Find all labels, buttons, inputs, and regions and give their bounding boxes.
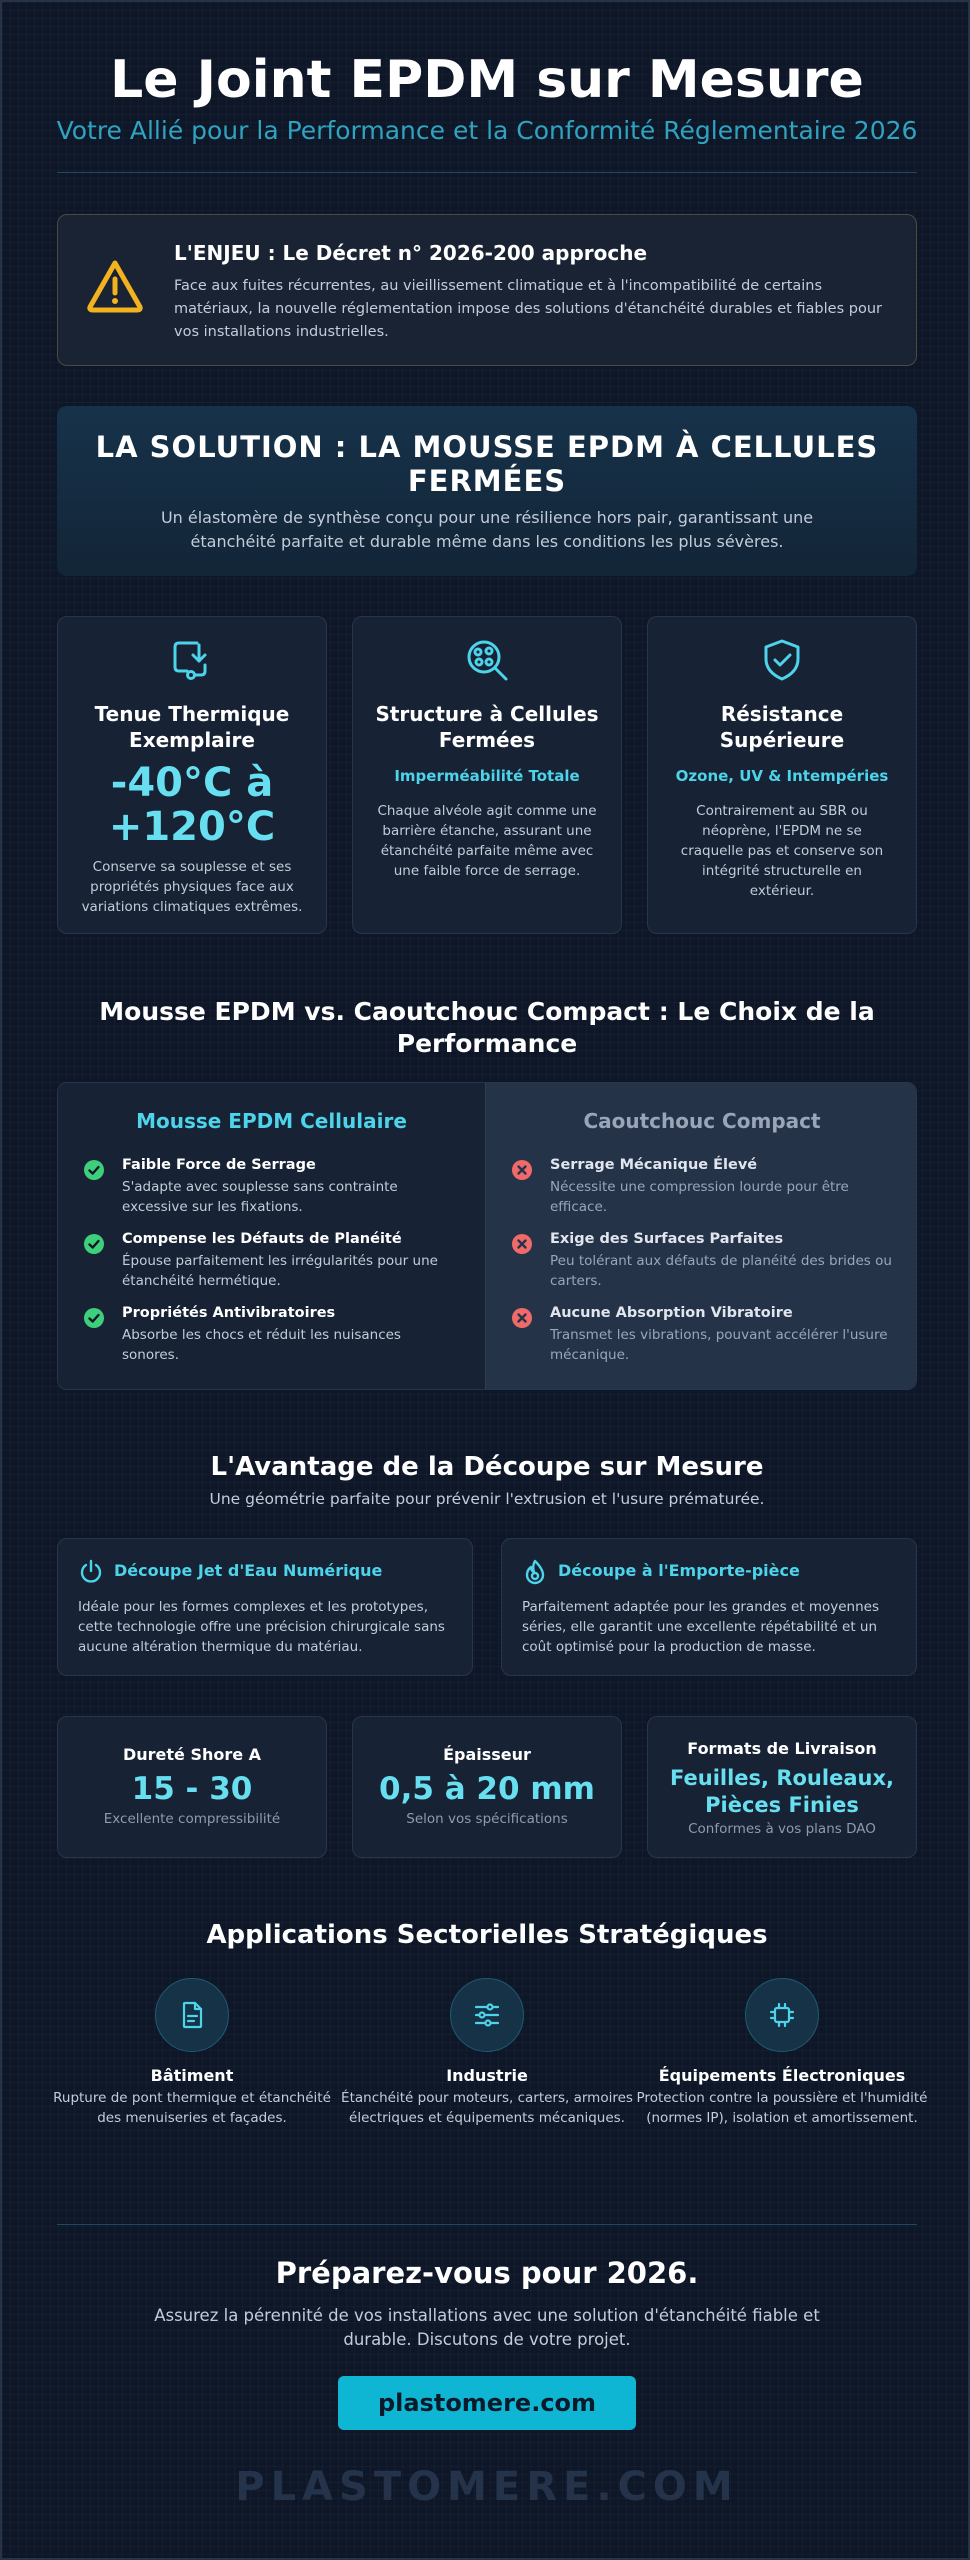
shield-check-icon: [648, 637, 916, 687]
chip-icon: [745, 1978, 819, 2052]
temperature-range-value: -40°C à +120°C: [108, 760, 276, 850]
feature-text: Contrairement au SBR ou néoprène, l'EPDM ne se craquelle pas et conserve son intégrité structurelle en extérieur.: [680, 803, 884, 899]
list-item: [84, 1231, 461, 1291]
cross-icon: [512, 1234, 532, 1254]
stat-card-formats: [647, 1716, 917, 1858]
item-text: Nécessite une compression lourde pour être efficace.: [550, 1179, 849, 1215]
item-title: Exige des Surfaces Parfaites: [550, 1231, 784, 1247]
solution-text: Un élastomère de synthèse conçu pour une résilience hors pair, garantissant une étanchéité parfaite et durable même dans les conditions les plus sévères.: [160, 508, 814, 551]
regulation-alert-card: [57, 214, 917, 366]
thermal-icon: [58, 637, 326, 685]
application-text: Rupture de pont thermique et étanchéité des menuiseries et façades.: [53, 2090, 331, 2126]
cell-structure-icon: [353, 637, 621, 687]
item-title: Propriétés Antivibratoires: [122, 1305, 336, 1321]
comparison-title: Mousse EPDM vs. Caoutchouc Compact : Le Choix de la Performance: [99, 997, 875, 1058]
cta-text: Assurez la pérennité de vos installations avec une solution d'étanchéité fiable et durable. Discutons de votre projet.: [154, 2306, 820, 2349]
stat-value: 0,5 à 20 mm: [379, 1771, 595, 1807]
item-title: Compense les Défauts de Planéité: [122, 1231, 402, 1247]
custom-cut-title: L'Avantage de la Découpe sur Mesure: [210, 1452, 764, 1482]
epdm-column-heading: Mousse EPDM Cellulaire: [136, 1109, 407, 1133]
method-title: Découpe à l'Emporte-pièce: [558, 1561, 800, 1580]
stat-card-hardness: [57, 1716, 327, 1858]
alert-title: L'ENJEU : Le Décret n° 2026-200 approche: [174, 241, 648, 265]
stat-caption: Selon vos spécifications: [406, 1811, 568, 1827]
page-subtitle: Votre Allié pour la Performance et la Conformité Réglementaire 2026: [56, 116, 918, 145]
feature-text: Conserve sa souplesse et ses propriétés physiques face aux variations climatiques extrêmes.: [81, 859, 303, 915]
list-item: [512, 1305, 894, 1365]
stat-value: Feuilles, Rouleaux, Pièces Finies: [670, 1766, 894, 1817]
item-title: Faible Force de Serrage: [122, 1157, 316, 1173]
method-card-die-cut: [501, 1538, 917, 1676]
cross-icon: [512, 1160, 532, 1180]
stat-caption: Conformes à vos plans DAO: [688, 1821, 876, 1837]
alert-text: Face aux fuites récurrentes, au vieillissement climatique et à l'incompatibilité de certains matériaux, la nouvelle réglementation impose des solutions d'étanchéité durables et fiables pour vos installations industrielles.: [174, 278, 882, 340]
application-title: Équipements Électroniques: [658, 2066, 906, 2085]
list-item: [84, 1305, 461, 1365]
cta-title: Préparez-vous pour 2026.: [275, 2256, 699, 2290]
cross-icon: [512, 1308, 532, 1328]
comparison-table: [57, 1082, 917, 1390]
feature-text: Chaque alvéole agit comme une barrière étanche, assurant une étanchéité parfaite même avec une faible force de serrage.: [377, 803, 597, 879]
page-title: Le Joint EPDM sur Mesure: [110, 50, 864, 110]
application-title: Industrie: [446, 2066, 528, 2085]
feature-card-structure: [352, 616, 622, 934]
stat-value: 15 - 30: [131, 1771, 253, 1807]
check-icon: [84, 1308, 104, 1328]
feature-subtitle: Imperméabilité Totale: [394, 767, 580, 785]
warning-icon: [86, 259, 144, 317]
item-text: S'adapte avec souplesse sans contrainte excessive sur les fixations.: [122, 1179, 398, 1215]
item-title: Aucune Absorption Vibratoire: [550, 1305, 793, 1321]
compact-column-heading: Caoutchouc Compact: [583, 1109, 821, 1133]
item-title: Serrage Mécanique Élevé: [550, 1157, 758, 1173]
epdm-column: [58, 1083, 486, 1389]
check-icon: [84, 1234, 104, 1254]
footer-watermark: PLASTOMERE.COM: [235, 2464, 739, 2510]
feature-title: Tenue Thermique Exemplaire: [94, 702, 290, 752]
document-icon: [155, 1978, 229, 2052]
cta-divider: [57, 2224, 917, 2225]
stat-title: Formats de Livraison: [687, 1739, 877, 1758]
stat-title: Épaisseur: [443, 1745, 531, 1764]
method-title: Découpe Jet d'Eau Numérique: [114, 1561, 383, 1580]
solution-title: LA SOLUTION : LA MOUSSE EPDM À CELLULES FERMÉES: [95, 430, 879, 498]
solution-banner: [57, 406, 917, 576]
website-button[interactable]: plastomere.com: [338, 2376, 636, 2430]
sliders-icon: [450, 1978, 524, 2052]
list-item: [512, 1157, 894, 1217]
feature-title: Résistance Supérieure: [719, 702, 845, 752]
stat-caption: Excellente compressibilité: [103, 1811, 281, 1827]
item-text: Épouse parfaitement les irrégularités pour une étanchéité hermétique.: [122, 1253, 438, 1289]
application-text: Étanchéité pour moteurs, carters, armoires électriques et équipements mécaniques.: [341, 2090, 633, 2126]
item-text: Peu tolérant aux défauts de planéité des brides ou carters.: [550, 1253, 892, 1289]
stat-title: Dureté Shore A: [122, 1745, 262, 1764]
power-icon: [78, 1559, 104, 1589]
method-card-waterjet: [57, 1538, 473, 1676]
method-text: Idéale pour les formes complexes et les prototypes, cette technologie offre une précision chirurgicale sans aucune altération thermique du matériau.: [78, 1599, 445, 1655]
custom-cut-subtitle: Une géométrie parfaite pour prévenir l'extrusion et l'usure prématurée.: [209, 1490, 765, 1508]
feature-card-thermal: [57, 616, 327, 934]
header-divider: [57, 172, 917, 173]
check-icon: [84, 1160, 104, 1180]
applications-title: Applications Sectorielles Stratégiques: [206, 1920, 768, 1950]
item-text: Absorbe les chocs et réduit les nuisances sonores.: [122, 1327, 401, 1363]
application-text: Protection contre la poussière et l'humidité (normes IP), isolation et amortissement.: [636, 2090, 928, 2126]
item-text: Transmet les vibrations, pouvant accélérer l'usure mécanique.: [550, 1327, 888, 1363]
list-item: [512, 1231, 894, 1291]
feature-card-resistance: [647, 616, 917, 934]
flame-icon: [522, 1559, 548, 1589]
compact-rubber-column: [486, 1083, 917, 1389]
stat-card-thickness: [352, 1716, 622, 1858]
method-text: Parfaitement adaptée pour les grandes et moyennes séries, elle garantit une excellente répétabilité et un coût optimisé pour la production de masse.: [522, 1599, 880, 1655]
list-item: [84, 1157, 461, 1217]
application-title: Bâtiment: [150, 2066, 234, 2085]
feature-subtitle: Ozone, UV & Intempéries: [675, 767, 889, 785]
feature-title: Structure à Cellules Fermées: [375, 702, 599, 752]
